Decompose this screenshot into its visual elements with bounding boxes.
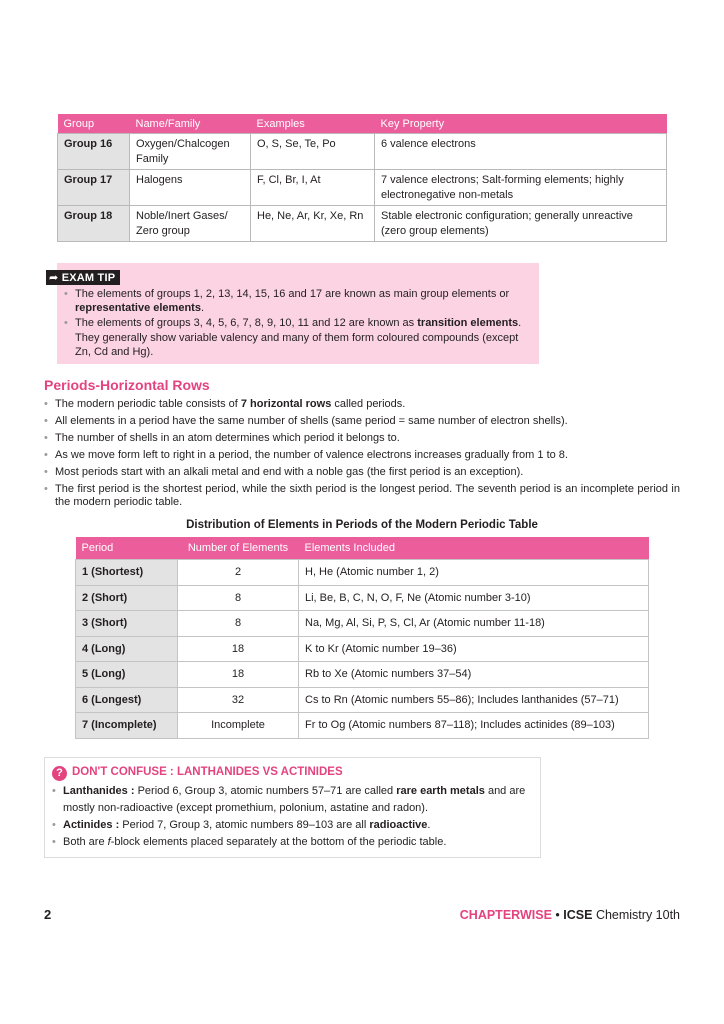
dont-confuse-list: [50, 783, 537, 851]
property-cell: 6 valence electrons: [375, 134, 667, 170]
footer-separator: •: [555, 908, 560, 922]
elements-cell: H, He (Atomic number 1, 2): [299, 560, 649, 586]
elements-cell: Fr to Og (Atomic numbers 87–118); Includes actinides (89–103): [299, 713, 649, 739]
period-cell: 6 (Longest): [76, 687, 178, 713]
group-cell: Group 16: [58, 134, 130, 170]
count-cell: Incomplete: [178, 713, 299, 739]
col-header-name: Name/Family: [130, 114, 251, 134]
count-cell: 8: [178, 585, 299, 611]
footer-board: ICSE: [563, 908, 593, 922]
col-header-property: Key Property: [375, 114, 667, 134]
item-text: Period 6, Group 3, atomic numbers 57–71 are called: [134, 785, 397, 797]
footer-brand: CHAPTERWISE: [459, 908, 552, 922]
table-row: [76, 662, 649, 688]
tip-bold: representative elements: [75, 302, 201, 315]
item-text: and are mostly non-radioactive (except promethium, polonium, astatine and radon).: [63, 785, 526, 814]
group-cell: Group 18: [58, 206, 130, 242]
family-cell: Halogens: [130, 170, 251, 206]
bullet-text: The modern periodic table consists of: [55, 398, 241, 410]
bullet-icon: •: [44, 449, 48, 461]
elements-cell: Rb to Xe (Atomic numbers 37–54): [299, 662, 649, 688]
item-text: -block elements placed separately at the bottom of the periodic table.: [110, 836, 447, 848]
item-text: Period 7, Group 3, atomic numbers 89–103 are all: [119, 819, 370, 831]
bullet-icon: •: [52, 785, 56, 797]
item-bold: Actinides :: [63, 819, 120, 831]
item-text: .: [427, 819, 431, 831]
bullet-text: The first period is the shortest period, while the sixth period is the longest period. The seventh period is an incomplete period in the modern periodic table.: [55, 483, 680, 509]
question-icon: ?: [52, 766, 67, 781]
table-row: [76, 636, 649, 662]
examples-cell: F, Cl, Br, I, At: [251, 170, 375, 206]
examples-cell: He, Ne, Ar, Kr, Xe, Rn: [251, 206, 375, 242]
table-row: [76, 611, 649, 637]
family-cell: Noble/Inert Gases/ Zero group: [130, 206, 251, 242]
period-cell: 4 (Long): [76, 636, 178, 662]
col-header-count: Number of Elements: [178, 537, 299, 560]
bullet-icon: •: [52, 819, 56, 831]
property-cell: Stable electronic configuration; generally unreactive (zero group elements): [375, 206, 667, 242]
period-cell: 7 (Incomplete): [76, 713, 178, 739]
col-header-period: Period: [76, 537, 178, 560]
tip-text: The elements of groups 3, 4, 5, 6, 7, 8, 9, 10, 11 and 12 are known as: [75, 317, 418, 330]
tip-bold: transition elements: [417, 317, 519, 330]
bullet-bold: 7 horizontal rows: [240, 398, 332, 410]
bullet-icon: •: [44, 415, 48, 427]
periods-table-header: [76, 537, 649, 560]
list-item: [62, 316, 532, 359]
item-bold: radioactive: [369, 819, 428, 831]
examples-cell: O, S, Se, Te, Po: [251, 134, 375, 170]
item-bold: rare earth metals: [396, 785, 485, 797]
exam-tip-box: [49, 263, 539, 364]
page-number: 2: [44, 907, 52, 922]
tip-text: The elements of groups 1, 2, 13, 14, 15, 16 and 17 are known as main group elements or: [75, 288, 510, 300]
list-item: [50, 834, 537, 851]
share-arrow-icon: ➦: [49, 272, 59, 284]
exam-tip-label-text: EXAM TIP: [61, 272, 116, 284]
list-item: [62, 287, 532, 315]
periods-table-title: Distribution of Elements in Periods of the Modern Periodic Table: [186, 519, 538, 531]
count-cell: 2: [178, 560, 299, 586]
col-header-examples: Examples: [251, 114, 375, 134]
bullet-icon: •: [64, 317, 68, 330]
family-cell: Oxygen/Chalcogen Family: [130, 134, 251, 170]
bullet-icon: •: [44, 398, 48, 410]
count-cell: 18: [178, 636, 299, 662]
col-header-group: Group: [58, 114, 130, 134]
periods-bullet-list: [44, 398, 680, 513]
period-cell: 1 (Shortest): [76, 560, 178, 586]
bullet-icon: •: [44, 483, 48, 495]
section-heading: Periods-Horizontal Rows: [44, 377, 210, 393]
bullet-text: called periods.: [331, 398, 406, 410]
list-item: [44, 449, 680, 462]
footer-subject: Chemistry 10th: [595, 908, 680, 922]
list-item: [44, 483, 680, 510]
table-row: [76, 585, 649, 611]
table-row: [76, 687, 649, 713]
table-row: [58, 206, 667, 242]
bullet-icon: •: [52, 836, 56, 848]
table-row: [76, 560, 649, 586]
period-cell: 2 (Short): [76, 585, 178, 611]
count-cell: 18: [178, 662, 299, 688]
exam-tip-label: [46, 270, 120, 285]
elements-cell: K to Kr (Atomic number 19–36): [299, 636, 649, 662]
list-item: [44, 432, 680, 445]
table-row: [76, 713, 649, 739]
count-cell: 32: [178, 687, 299, 713]
elements-cell: Na, Mg, Al, Si, P, S, Cl, Ar (Atomic number 11-18): [299, 611, 649, 637]
bullet-text: All elements in a period have the same number of shells (same period = same number of electron shells).: [55, 415, 568, 427]
table-row: [58, 170, 667, 206]
list-item: [44, 466, 680, 479]
item-bold: Lanthanides :: [63, 785, 135, 797]
exam-tip-list: [62, 287, 532, 360]
list-item: [50, 817, 537, 834]
periods-table: [75, 537, 649, 739]
list-item: [44, 398, 680, 411]
groups-table-header: [58, 114, 667, 134]
bullet-icon: •: [64, 288, 68, 300]
bullet-text: The number of shells in an atom determines which period it belongs to.: [55, 432, 400, 444]
list-item: [44, 415, 680, 428]
groups-table: [57, 114, 667, 242]
count-cell: 8: [178, 611, 299, 637]
tip-text: .: [200, 302, 205, 315]
table-row: [58, 134, 667, 170]
footer-branding: [460, 908, 680, 922]
bullet-icon: •: [44, 432, 48, 444]
property-cell: 7 valence electrons; Salt-forming elements; highly electronegative non-metals: [375, 170, 667, 206]
bullet-icon: •: [44, 466, 48, 478]
bullet-text: Most periods start with an alkali metal and end with a noble gas (the first period is an exception).: [55, 466, 524, 478]
group-cell: Group 17: [58, 170, 130, 206]
tip-text: . They generally show variable valency and many of them form coloured compounds (except Zn, Cd and Hg).: [75, 317, 522, 358]
dont-confuse-box: [44, 757, 541, 858]
item-text: Both are: [63, 836, 108, 848]
bullet-text: As we move form left to right in a period, the number of valence electrons increases gradually from 1 to 8.: [55, 449, 568, 461]
period-cell: 3 (Short): [76, 611, 178, 637]
list-item: [50, 783, 537, 817]
elements-cell: Li, Be, B, C, N, O, F, Ne (Atomic number 3-10): [299, 585, 649, 611]
period-cell: 5 (Long): [76, 662, 178, 688]
dont-confuse-title: DON'T CONFUSE : LANTHANIDES VS ACTINIDES: [72, 766, 343, 778]
elements-cell: Cs to Rn (Atomic numbers 55–86); Includes lanthanides (57–71): [299, 687, 649, 713]
col-header-elements: Elements Included: [299, 537, 649, 560]
item-italic: f: [107, 836, 111, 848]
